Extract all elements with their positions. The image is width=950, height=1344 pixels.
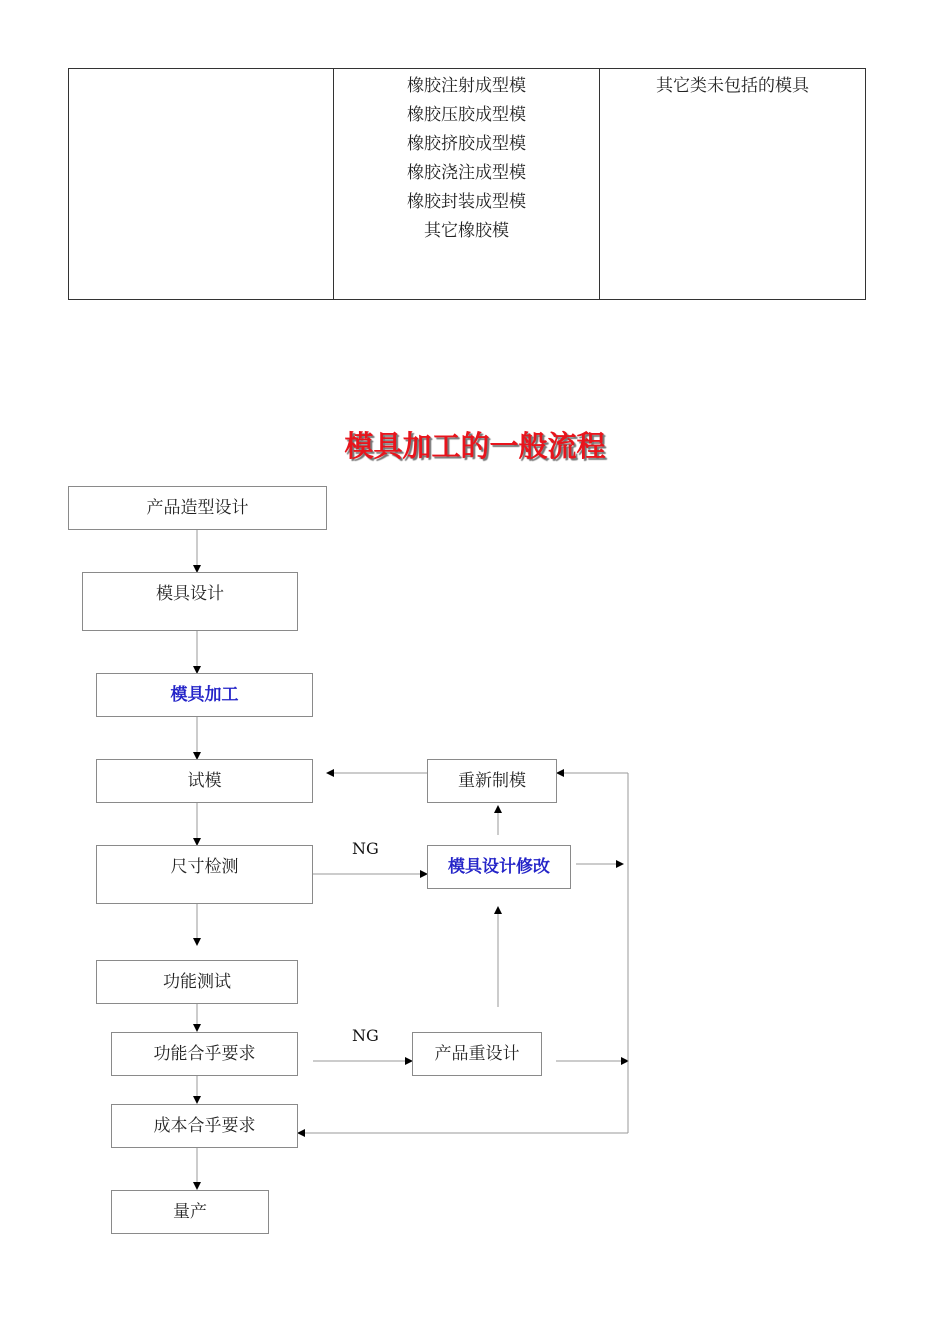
table-cell: 橡胶浇注成型模: [407, 163, 526, 183]
step-function-test: 功能测试: [96, 960, 298, 1004]
step-mold-design: 模具设计: [82, 572, 298, 631]
table-cell: 橡胶封装成型模: [407, 192, 526, 212]
table-cell: 橡胶压胶成型模: [407, 105, 526, 125]
step-cost-ok: 成本合乎要求: [111, 1104, 298, 1148]
table-cell: 其它橡胶模: [424, 221, 509, 241]
step-product-design: 产品造型设计: [68, 486, 327, 530]
ng-label: NG: [352, 1026, 379, 1045]
table-cell: 橡胶注射成型模: [407, 76, 526, 96]
step-mass-production: 量产: [111, 1190, 269, 1234]
table-cell: 其它类未包括的模具: [656, 76, 809, 96]
table-cell: 橡胶挤胶成型模: [407, 134, 526, 154]
step-trial-mold: 试模: [96, 759, 313, 803]
step-mold-redesign: 模具设计修改: [427, 845, 571, 889]
step-dimension-inspection: 尺寸检测: [96, 845, 313, 904]
ng-label: NG: [352, 839, 379, 858]
step-product-redesign: 产品重设计: [412, 1032, 542, 1076]
step-function-ok: 功能合乎要求: [111, 1032, 298, 1076]
page-title: 模具加工的一般流程: [344, 429, 606, 463]
step-remake-mold: 重新制模: [427, 759, 557, 803]
step-mold-machining: 模具加工: [96, 673, 313, 717]
